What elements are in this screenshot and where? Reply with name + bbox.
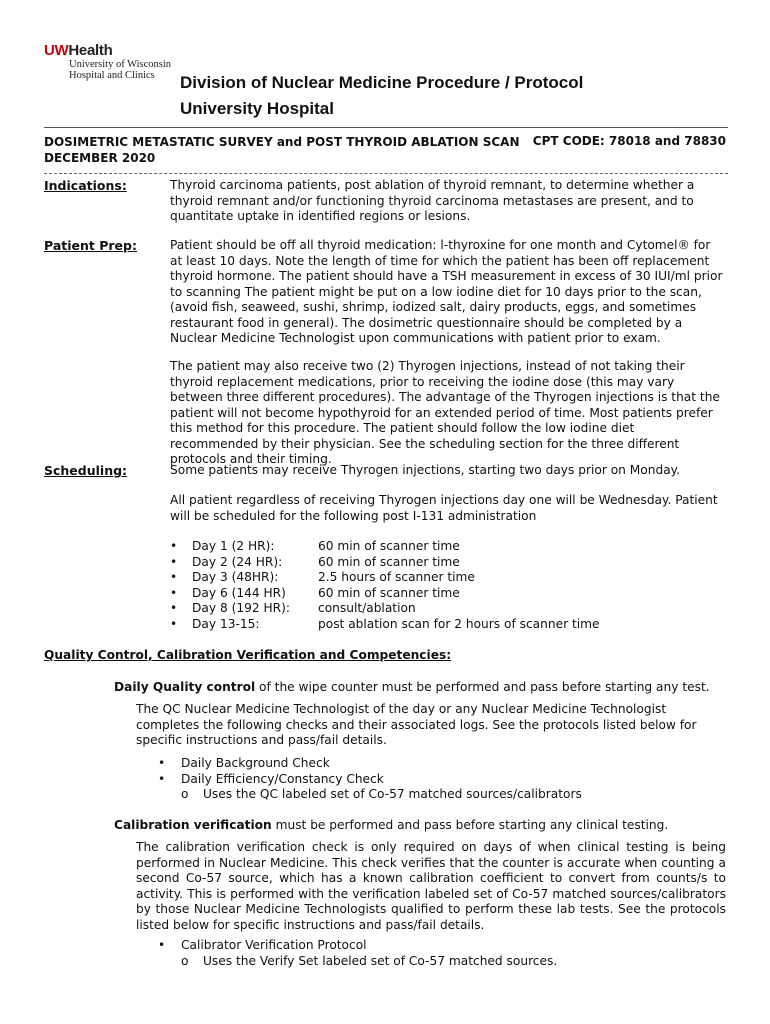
bullet: •: [158, 771, 166, 786]
daily-qc-heading: [114, 680, 710, 694]
calibration-bold: Calibration verification: [114, 818, 272, 832]
list-item: [170, 617, 600, 633]
indications-text: Thyroid carcinoma patients, post ablation of thyroid remnant, to determine whether a thyroid remnant and/or functioning thyroid carcinoma metastases are present, and to quantitate uptake in identified regions or lesions.: [170, 178, 695, 223]
list-item: [158, 756, 582, 772]
schedule-day: Day 2 (24 HR):: [192, 554, 283, 569]
bullet: •: [170, 539, 178, 553]
uw-health-logo: [44, 42, 171, 81]
daily-qc-rest: of the wipe counter must be performed and pass before starting any test.: [255, 680, 710, 694]
divider-top: [44, 127, 728, 128]
list-item-text: Daily Efficiency/Constancy Check: [181, 771, 384, 786]
logo-uw: UW: [44, 42, 69, 59]
schedule-desc: 60 min of scanner time: [318, 539, 460, 553]
procedure-date: DECEMBER 2020: [44, 151, 156, 165]
indications-label: Indications:: [44, 178, 127, 193]
calibration-rest: must be performed and pass before starting any clinical testing.: [271, 818, 669, 832]
schedule-day: Day 8 (192 HR):: [192, 601, 290, 616]
list-item: [170, 586, 600, 602]
bullet: •: [170, 554, 178, 569]
page-title: [180, 70, 583, 122]
procedure-name: DOSIMETRIC METASTATIC SURVEY and POST THYROID ABLATION SCAN: [44, 135, 520, 149]
patient-prep-paragraph-1: Patient should be off all thyroid medication: l-thyroxine for one month and Cytomel® for at least 10 days. Note the length of time for which the patient has been off replacement thyroid hormone. The patient should have a TSH measurement in excess of 30 IUI/ml prior to scanning The patient might be put on a low iodine diet for 10 days prior to the scan, (avoid fish, seaweed, sushi, shrimp, iodized salt, dairy products, eggs, and sometimes restaurant food in general). The dosimetric questionnaire should be completed by a Nuclear Medicine Technologist upon communications with patient prior to exam.: [170, 238, 723, 345]
daily-qc-bold: Daily Quality control: [114, 680, 256, 694]
list-item-text: Calibrator Verification Protocol: [181, 938, 367, 952]
logo-subtitle-2: Hospital and Clinics: [69, 70, 155, 81]
schedule-day: Day 6 (144 HR): [192, 585, 286, 600]
patient-prep-label: Patient Prep:: [44, 238, 137, 253]
schedule-day: Day 3 (48HR):: [192, 570, 279, 585]
divider-header: [44, 173, 728, 174]
sub-list-item-text: Uses the Verify Set labeled set of Co-57 matched sources.: [203, 953, 558, 968]
list-item: [170, 555, 600, 571]
scheduling-paragraph-1: Some patients may receive Thyrogen injections, starting two days prior on Monday.: [170, 463, 681, 477]
calibration-list: [158, 938, 557, 969]
schedule-day: Day 1 (2 HR):: [192, 539, 275, 553]
list-item-text: Daily Background Check: [181, 756, 330, 770]
schedule-desc: 60 min of scanner time: [318, 554, 460, 569]
sub-bullet: o: [181, 787, 189, 801]
scheduling-paragraph-2: All patient regardless of receiving Thyrogen injections day one will be Wednesday. Patient will be scheduled for the following post I-131 administration: [170, 493, 718, 523]
list-item: [170, 570, 600, 586]
calibration-heading: [114, 818, 668, 832]
bullet: •: [158, 938, 166, 952]
logo-subtitle-1: University of Wisconsin: [69, 59, 172, 70]
bullet: •: [170, 616, 178, 631]
daily-qc-list: [158, 756, 582, 803]
sub-list-item-text: Uses the QC labeled set of Co-57 matched sources/calibrators: [203, 787, 582, 801]
bullet: •: [158, 756, 166, 770]
procedure-header: [44, 134, 520, 166]
logo-health: Health: [68, 42, 113, 59]
qc-section-title: Quality Control, Calibration Verification and Competencies:: [44, 648, 452, 662]
title-line-1: Division of Nuclear Medicine Procedure / Protocol: [180, 73, 584, 92]
list-item: [158, 772, 582, 788]
daily-qc-paragraph: The QC Nuclear Medicine Technologist of the day or any Nuclear Medicine Technologist completes the following checks and their associated logs. See the protocols listed below for specific instructions and pass/fail details.: [136, 702, 697, 747]
schedule-desc: 2.5 hours of scanner time: [318, 570, 475, 585]
bullet: •: [170, 570, 178, 585]
schedule-desc: 60 min of scanner time: [318, 585, 460, 600]
schedule-day: Day 13-15:: [192, 616, 260, 631]
scheduling-label: Scheduling:: [44, 463, 128, 478]
cpt-code: CPT CODE: 78018 and 78830: [532, 134, 726, 148]
schedule-desc: consult/ablation: [318, 601, 416, 616]
list-item: [158, 938, 557, 954]
schedule-list: [170, 539, 600, 633]
calibration-paragraph: The calibration verification check is only required on days of when clinical testing is being performed in Nuclear Medicine. This check verifies that the counter is accurate when counting a second Co-57 source, which has a known calibration coefficient to convert from counts/s to activity. This is performed with the verification labeled set of Co-57 matched sources/calibrators by those Nuclear Medicine Technologists qualified to perform these lab tests. See the protocols listed below for specific instructions and pass/fail details.: [136, 840, 726, 932]
sub-list-item: [158, 954, 557, 970]
bullet: •: [170, 601, 178, 616]
logo-wordmark: [44, 42, 171, 59]
patient-prep-paragraph-2: The patient may also receive two (2) Thyrogen injections, instead of not taking their thyroid replacement medications, prior to receiving the iodine dose (this may vary between three different procedures). The advantage of the Thyrogen injections is that the patient will not become hypothyroid for an extended period of time. Most patients prefer this method for this procedure. The patient should follow the low iodine diet recommended by their physician. See the scheduling section for the three different protocols and their timing.: [170, 359, 720, 466]
schedule-desc: post ablation scan for 2 hours of scanner time: [318, 616, 600, 631]
sub-list-item: [158, 787, 582, 803]
sub-bullet: o: [181, 953, 189, 968]
list-item: [170, 601, 600, 617]
bullet: •: [170, 585, 178, 600]
list-item: [170, 539, 600, 555]
title-line-2: University Hospital: [180, 99, 334, 118]
